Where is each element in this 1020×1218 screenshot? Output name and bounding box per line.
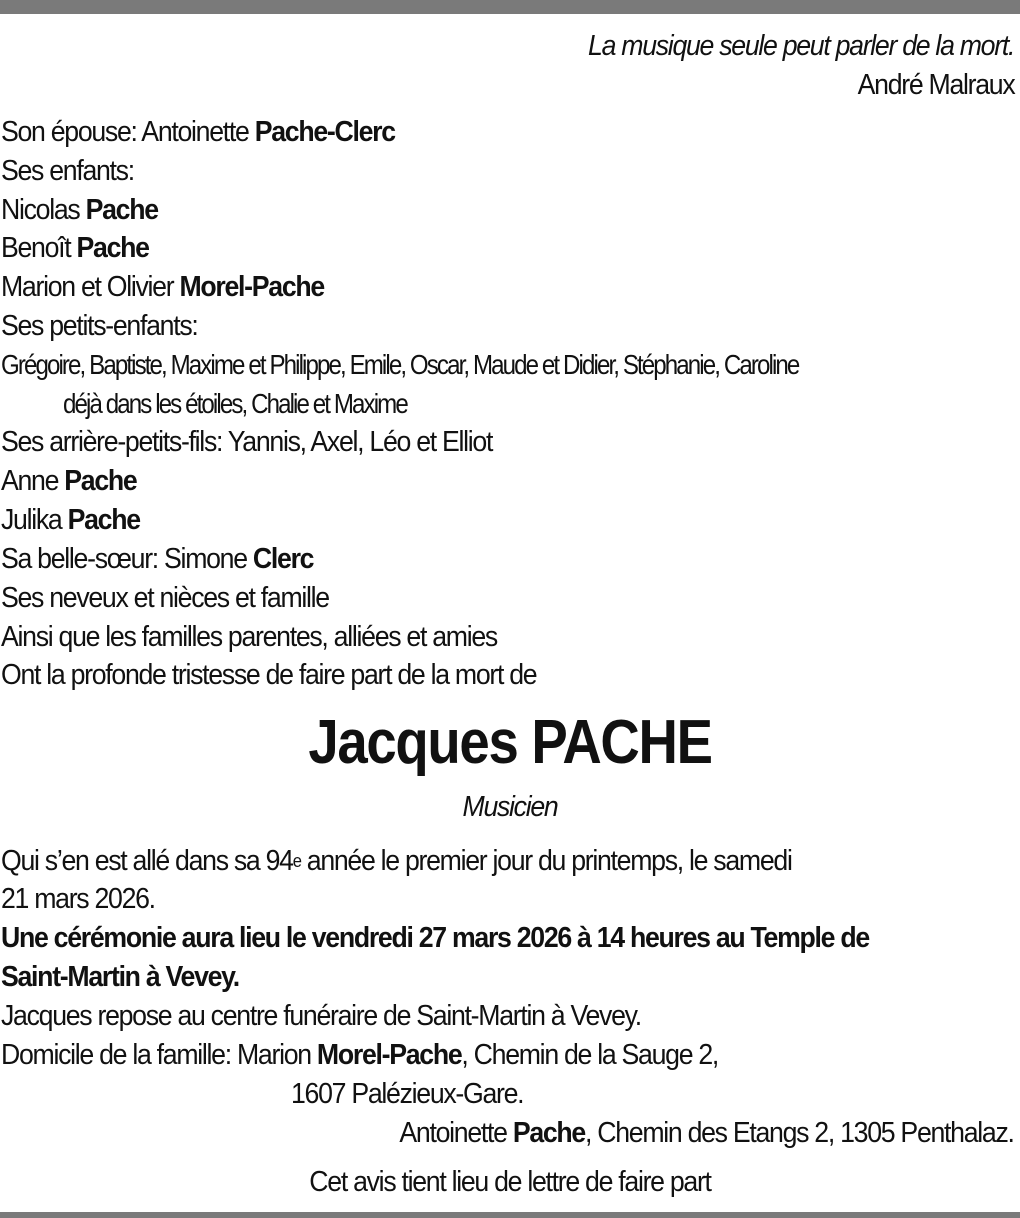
passing-text-continued: année le premier jour du printemps, le samedi — [300, 845, 792, 877]
grandchildren-label: Ses petits-enfants: — [1, 310, 198, 342]
ordinal-superscript: e — [292, 851, 301, 871]
domicile-line — [1, 1036, 718, 1074]
great-grandchildren-line: Ses arrière-petits-fils: Yannis, Axel, Léo et Elliot — [1, 426, 493, 458]
ceremony-location: Saint-Martin à Vevey. — [1, 961, 239, 993]
top-rule — [0, 0, 1020, 14]
child-surname: Pache — [76, 232, 149, 264]
child-first: Benoît — [1, 232, 77, 264]
announcement-line: Ont la profonde tristesse de faire part de la mort de — [1, 659, 537, 691]
spouse-line — [1, 113, 395, 151]
domicile-surname: Morel-Pache — [316, 1039, 462, 1071]
child-line — [1, 191, 158, 229]
families-line: Ainsi que les familles parentes, alliées et amies — [1, 621, 497, 653]
child-line — [1, 229, 149, 267]
bottom-rule — [0, 1212, 1020, 1218]
domicile-surname: Pache — [513, 1117, 586, 1149]
passing-text: Qui s’en est allé dans sa 94 — [1, 845, 293, 877]
domicile-first: Antoinette — [399, 1117, 514, 1149]
passing-line — [1, 842, 792, 880]
relative-surname: Pache — [67, 504, 140, 536]
second-domicile-line — [400, 1114, 1014, 1152]
epigraph-quote: La musique seule peut parler de la mort. — [587, 30, 1014, 62]
sister-in-law-label: Sa belle-sœur: Simone — [1, 543, 253, 575]
grandchildren-list: Grégoire, Baptiste, Maxime et Philippe, Emile, Oscar, Maude et Didier, Stéphanie, Caroline — [1, 349, 799, 380]
domicile-city: 1607 Palézieux-Gare. — [291, 1078, 524, 1110]
domicile-address: , Chemin des Etangs 2, 1305 Penthalaz. — [585, 1117, 1014, 1149]
deceased-name: Jacques PACHE — [308, 708, 712, 777]
rest-line: Jacques repose au centre funéraire de Saint-Martin à Vevey. — [1, 1000, 641, 1032]
deceased-profession: Musicien — [462, 791, 558, 823]
child-line — [1, 268, 324, 306]
footer-note: Cet avis tient lieu de lettre de faire part — [309, 1166, 711, 1198]
relative-surname: Pache — [64, 465, 137, 497]
relative-first: Anne — [1, 465, 65, 497]
epigraph-author: André Malraux — [857, 69, 1014, 101]
domicile-address: , Chemin de la Sauge 2, — [461, 1039, 719, 1071]
ceremony-line: Une cérémonie aura lieu le vendredi 27 mars 2026 à 14 heures au Temple de — [1, 922, 869, 954]
grandchildren-list-continued: déjà dans les étoiles, Chalie et Maxime — [63, 388, 407, 419]
relative-line — [1, 462, 136, 500]
children-label: Ses enfants: — [1, 155, 134, 187]
child-surname: Pache — [85, 194, 158, 226]
spouse-surname: Pache-Clerc — [254, 116, 395, 148]
child-first: Marion et Olivier — [1, 271, 180, 303]
nephews-line: Ses neveux et nièces et famille — [1, 582, 329, 614]
sister-in-law-line — [1, 540, 313, 578]
sister-in-law-surname: Clerc — [252, 543, 314, 575]
domicile-label: Domicile de la famille: Marion — [1, 1039, 317, 1071]
spouse-label: Son épouse: Antoinette — [1, 116, 255, 148]
relative-first: Julika — [1, 504, 68, 536]
child-surname: Morel-Pache — [179, 271, 324, 303]
child-first: Nicolas — [1, 194, 86, 226]
relative-line — [1, 501, 140, 539]
passing-date: 21 mars 2026. — [1, 883, 155, 915]
